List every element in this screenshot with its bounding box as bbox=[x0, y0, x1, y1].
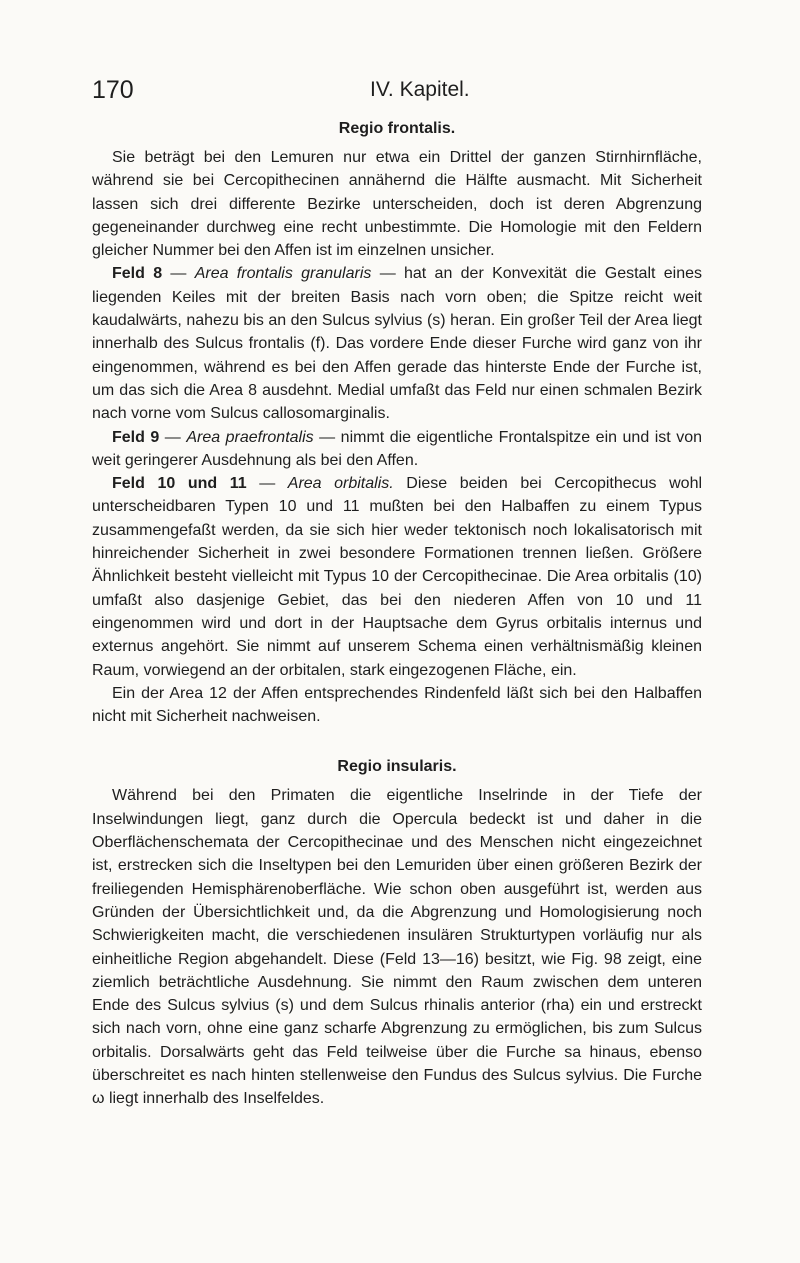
running-header bbox=[0, 76, 800, 106]
paragraph-feld-10-11 bbox=[92, 472, 702, 682]
field-label: Feld 8 bbox=[112, 265, 163, 283]
paragraph-feld-9 bbox=[92, 426, 702, 473]
field-label: Feld 9 bbox=[112, 428, 160, 446]
dash: — bbox=[159, 428, 187, 446]
area-name: Area orbitalis. bbox=[287, 475, 394, 493]
page-body bbox=[92, 120, 702, 1111]
section-heading-insularis: Regio insularis. bbox=[337, 758, 457, 776]
paragraph-feld-8 bbox=[92, 262, 702, 425]
paragraph-text: Diese beiden bei Cercopithecus wohl unterscheidbaren Typen 10 und 11 mußten bei den Halbaffen zu einem Typus zusammengefaßt werden, da sie sich hier weder tektonisch noch lokalisatorisch mit hinreichender Sicherheit in zwei besondere Formationen trennen ließen. Größere Ähnlichkeit besteht vielleicht mit Typus 10 der Cercopithecinae. Die Area orbitalis (10) umfaßt also dasjenige Gebiet, das bei den niederen Affen von 10 und 11 eingenommen wird und dort in der Hauptsache dem Gyrus orbitalis internus und externus angehört. Sie nimmt auf unserem Schema einen verhältnismäßig kleinen Raum, vorwiegend an der orbitalen, stark eingezogenen Fläche, ein. bbox=[92, 475, 703, 679]
dash: — bbox=[162, 265, 195, 283]
area-name: Area frontalis granularis bbox=[194, 265, 372, 283]
paragraph: Ein der Area 12 der Affen entsprechendes Rindenfeld läßt sich bei den Halbaffen nicht mit Sicherheit nachweisen. bbox=[92, 684, 702, 726]
chapter-title: IV. Kapitel. bbox=[370, 78, 470, 101]
area-name: Area praefrontalis bbox=[186, 428, 314, 446]
paragraph: Sie beträgt bei den Lemuren nur etwa ein Drittel der ganzen Stirnhirnfläche, während sie bei Cercopithecinen annähernd die Hälfte ausmacht. Mit Sicherheit lassen sich drei differente Bezirke unterscheiden, doch ist deren Abgrenzung gegeneinander durchweg eine recht unbestimmte. Die Homologie mit den Feldern gleicher Nummer bei den Affen ist im einzelnen unsicher. bbox=[92, 149, 702, 260]
paragraph-text: — nimmt die eigentliche Frontalspitze ein und ist von weit geringerer Ausdehnung als bei den Affen. bbox=[92, 428, 703, 469]
field-label: Feld 10 und 11 bbox=[112, 475, 247, 493]
paragraph-text: — hat an der Konvexität die Gestalt eines liegenden Keiles mit der breiten Basis nach vorn oben; die Spitze reicht weit kaudalwärts, nahezu bis an den Sulcus sylvius (s) heran. Ein großer Teil der Area liegt innerhalb des Sulcus frontalis (f). Das vordere Ende dieser Furche wird ganz von ihr eingenommen, während es bei den Affen gerade das hinterste Ende der Furche ist, um das sich die Area 8 ausdehnt. Medial umfaßt das Feld nur einen schmalen Bezirk nach vorne vom Sulcus callosomarginalis. bbox=[92, 265, 702, 423]
section-heading-frontalis: Regio frontalis. bbox=[338, 120, 456, 137]
paragraph: Während bei den Primaten die eigentliche Inselrinde in der Tiefe der Inselwindungen liegt, ganz durch die Opercula bedeckt ist und daher in die Oberflächenschemata der Cercopithecinae und des Menschen nicht eingezeichnet ist, erstrecken sich die Inseltypen bei den Lemuriden über einen größeren Bezirk der freiliegenden Hemisphärenoberfläche. Wie schon oben ausgeführt ist, werden aus Gründen der Übersichtlichkeit und, da die Abgrenzung und Homologisierung noch Schwierigkeiten macht, die verschiedenen insulären Strukturtypen vorläufig nur als einheitliche Region abgehandelt. Diese (Feld 13—16) besitzt, wie Fig. 98 zeigt, eine ziemlich beträchtliche Ausdehnung. Sie nimmt den Raum zwischen dem unteren Ende des Sulcus sylvius (s) und dem Sulcus rhinalis anterior (rha) ein und erstreckt sich nach vorn, ohne eine ganz scharfe Abgrenzung zu ermöglichen, bis zum Sulcus orbitalis. Dorsalwärts geht das Feld teilweise über die Furche sa hinaus, ebenso überschreitet es nach hinten stellenweise den Fundus des Sulcus sylvius. Die Furche ω liegt innerhalb des Inselfeldes. bbox=[92, 787, 702, 1108]
page-number: 170 bbox=[92, 76, 134, 104]
dash: — bbox=[246, 475, 288, 493]
